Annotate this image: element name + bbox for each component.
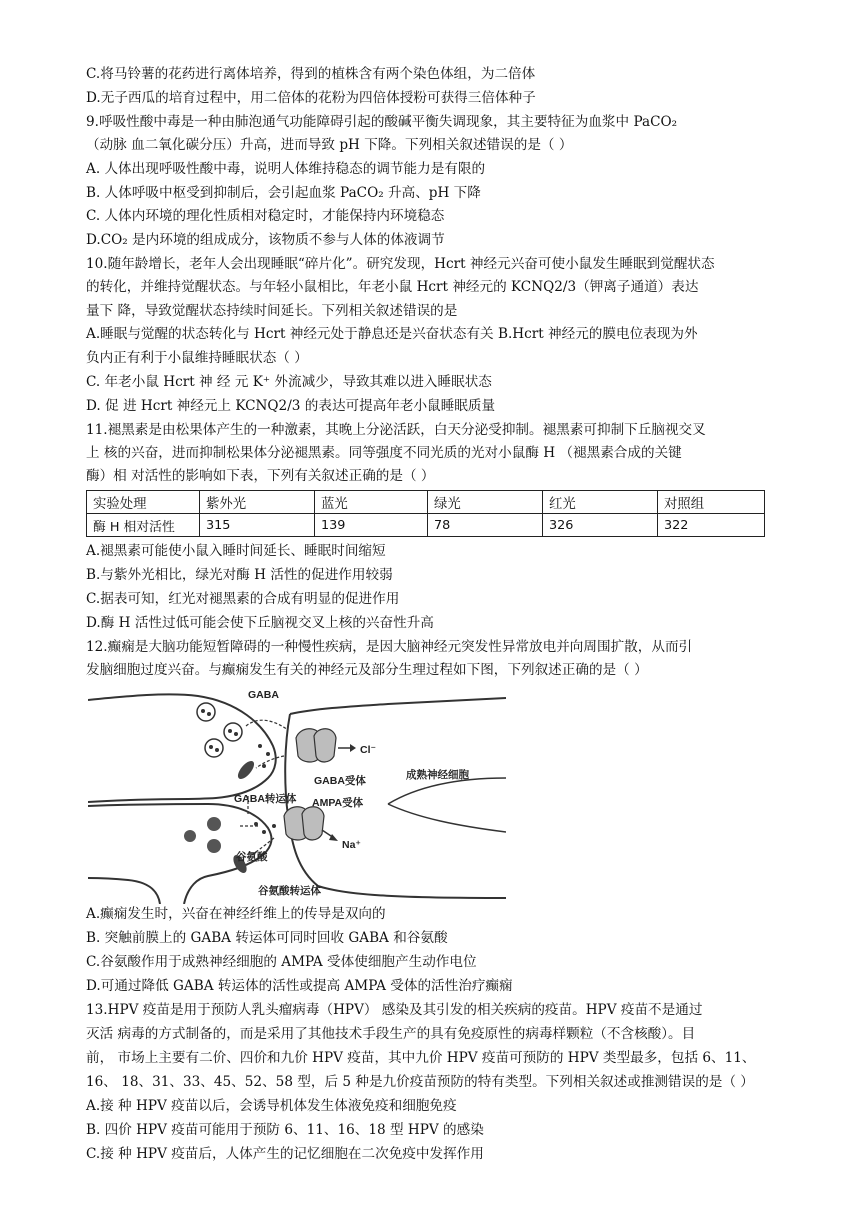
question-12-stem: 12.癫痫是大脑功能短暂障碍的一种慢性疾病，是因大脑神经元突发性异常放电并向周围扩散，从而引 [86, 639, 693, 655]
question-13-stem: 13.HPV 疫苗是用于预防人乳头瘤病毒（HPV） 感染及其引发的相关疾病的疫苗。HPV 疫苗不是通过 [86, 1002, 703, 1018]
option-9b: B. 人体呼吸中枢受到抑制后，会引起血浆 PaCO₂ 升高、pH 下降 [86, 185, 481, 201]
option-12a: A.癫痫发生时，兴奋在神经纤维上的传导是双向的 [86, 906, 386, 922]
option-13a: A.接 种 HPV 疫苗以后，会诱导机体发生体液免疫和细胞免疫 [86, 1098, 457, 1114]
option-11b: B.与紫外光相比，绿光对酶 H 活性的促进作用较弱 [86, 567, 393, 583]
label-gaba-transporter: GABA转运体 [234, 793, 297, 805]
gaba-receptor-shape [296, 729, 336, 762]
label-gaba: GABA [248, 689, 279, 701]
label-mature-neuron: 成熟神经细胞 [406, 769, 469, 781]
option-12b: B. 突触前膜上的 GABA 转运体可同时回收 GABA 和谷氨酸 [86, 930, 448, 946]
option-13b: B. 四价 HPV 疫苗可能用于预防 6、11、16、18 型 HPV 的感染 [86, 1122, 484, 1138]
presynaptic-membrane-upper [88, 694, 276, 802]
table-header-cell: 红光 [543, 491, 658, 514]
table-cell: 326 [543, 514, 658, 537]
question-9-stem: 9.呼吸性酸中毒是一种由肺泡通气功能障碍引起的酸碱平衡失调现象，其主要特征为血浆中 PaCO₂ [86, 114, 678, 130]
label-glutamate-transporter: 谷氨酸转运体 [258, 885, 321, 897]
table-header-row [87, 491, 765, 514]
question-11-stem: 11.褪黑素是由松果体产生的一种激素，其晚上分泌活跃，白天分泌受抑制。褪黑素可抑制下丘脑视交叉 [86, 422, 706, 438]
table-header-cell: 实验处理 [87, 491, 200, 514]
dendrite-line [388, 804, 506, 832]
table-cell: 酶 H 相对活性 [87, 514, 200, 537]
cl-arrowhead [350, 744, 356, 752]
option-12c: C.谷氨酸作用于成熟神经细胞的 AMPA 受体使细胞产生动作电位 [86, 954, 477, 970]
transmitter-dots [254, 744, 276, 834]
question-10-stem-end: 量下 降，导致觉醒状态持续时间延长。下列相关叙述错误的是 [86, 303, 458, 319]
option-12d: D.可通过降低 GABA 转运体的活性或提高 AMPA 受体的活性治疗癫痫 [86, 978, 513, 994]
table-header-cell: 蓝光 [315, 491, 428, 514]
table-cell: 322 [658, 514, 765, 537]
option-10ab: A.睡眠与觉醒的状态转化与 Hcrt 神经元处于静息还是兴奋状态有关 B.Hcrt 神经元的膜电位表现为外 [86, 326, 698, 342]
question-10-stem-cont: 的转化，并维持觉醒状态。与年轻小鼠相比，年老小鼠 Hcrt 神经元的 KCNQ2/3（钾离子通道）表达 [86, 279, 699, 295]
dendrite-line [388, 778, 506, 804]
table-cell: 78 [428, 514, 543, 537]
question-13-stem-cont: 灭活 病毒的方式制备的，而是采用了其他技术手段生产的具有免疫原性的病毒样颗粒（不含核酸）。目 [86, 1026, 696, 1042]
question-11-stem-end: 酶）相 对活性的影响如下表，下列有关叙述正确的是（ ） [86, 468, 435, 484]
option-9a: A. 人体出现呼吸性酸中毒，说明人体维持稳态的调节能力是有限的 [86, 161, 486, 177]
option-8d: D.无子西瓜的培育过程中，用二倍体的花粉为四倍体授粉可获得三倍体种子 [86, 90, 536, 106]
label-cl: Cl⁻ [360, 744, 377, 756]
ampa-receptor-shape [284, 807, 324, 840]
label-gaba-receptor: GABA受体 [314, 775, 366, 787]
gaba-vesicles [197, 703, 242, 757]
question-12-stem-cont: 发脑细胞过度兴奋。与癫痫发生有关的神经元及部分生理过程如下图，下列叙述正确的是（ ） [86, 662, 648, 678]
glutamate-vesicles [184, 817, 221, 853]
option-9d: D.CO₂ 是内环境的组成成分，该物质不参与人体的体液调节 [86, 232, 445, 248]
question-13-stem-end: 16、 18、31、33、45、52、58 型，后 5 种是九价疫苗预防的特有类型。下列相关叙述或推测错误的是（ ） [86, 1074, 754, 1090]
option-11d: D.酶 H 活性过低可能会使下丘脑视交叉上核的兴奋性升高 [86, 615, 434, 631]
question-9-stem-cont: （动脉 血二氧化碳分压）升高，进而导致 pH 下降。下列相关叙述错误的是（ ） [86, 137, 573, 153]
question-13-stem-cont2: 前， 市场上主要有二价、四价和九价 HPV 疫苗，其中九价 HPV 疫苗可预防的 HPV 类型最多，包括 6、11、 [86, 1050, 756, 1066]
option-11c: C.据表可知，红光对褪黑素的合成有明显的促进作用 [86, 591, 400, 607]
question-11-stem-cont: 上 核的兴奋，进而抑制松果体分泌褪黑素。同等强度不同光质的光对小鼠酶 H （褪黑素合成的关键 [86, 445, 682, 461]
table-row [87, 514, 765, 537]
question-10-stem: 10.随年龄增长，老年人会出现睡眠“碎片化”。研究发现，Hcrt 神经元兴奋可使小鼠发生睡眠到觉醒状态 [86, 256, 715, 272]
label-ampa-receptor: AMPA受体 [312, 797, 364, 809]
light-quality-table-wrap [86, 490, 765, 537]
option-10c: C. 年老小鼠 Hcrt 神 经 元 K⁺ 外流减少，导致其难以进入睡眠状态 [86, 374, 492, 390]
table-header-cell: 对照组 [658, 491, 765, 514]
option-8c: C.将马铃薯的花药进行离体培养，得到的植株含有两个染色体组，为二倍体 [86, 66, 536, 82]
axon-stem [88, 878, 160, 904]
option-11a: A.褪黑素可能使小鼠入睡时间延长、睡眠时间缩短 [86, 543, 386, 559]
postsynaptic-membrane-top [290, 698, 506, 714]
table-header-cell: 紫外光 [200, 491, 315, 514]
table-cell: 315 [200, 514, 315, 537]
label-na: Na⁺ [342, 839, 361, 851]
table-header-cell: 绿光 [428, 491, 543, 514]
flow-arrows [238, 720, 288, 858]
option-10d: D. 促 进 Hcrt 神经元上 KCNQ2/3 的表达可提高年老小鼠睡眠质量 [86, 398, 496, 414]
light-quality-table [86, 490, 765, 537]
label-glutamate: 谷氨酸 [236, 851, 268, 863]
gaba-transporter-shape [235, 758, 257, 781]
option-9c: C. 人体内环境的理化性质相对稳定时，才能保持内环境稳态 [86, 208, 445, 224]
synapse-diagram [88, 686, 506, 904]
table-cell: 139 [315, 514, 428, 537]
option-10b-cont: 负内正有利于小鼠维持睡眠状态（ ） [86, 350, 308, 366]
option-13c: C.接 种 HPV 疫苗后，人体产生的记忆细胞在二次免疫中发挥作用 [86, 1146, 484, 1162]
